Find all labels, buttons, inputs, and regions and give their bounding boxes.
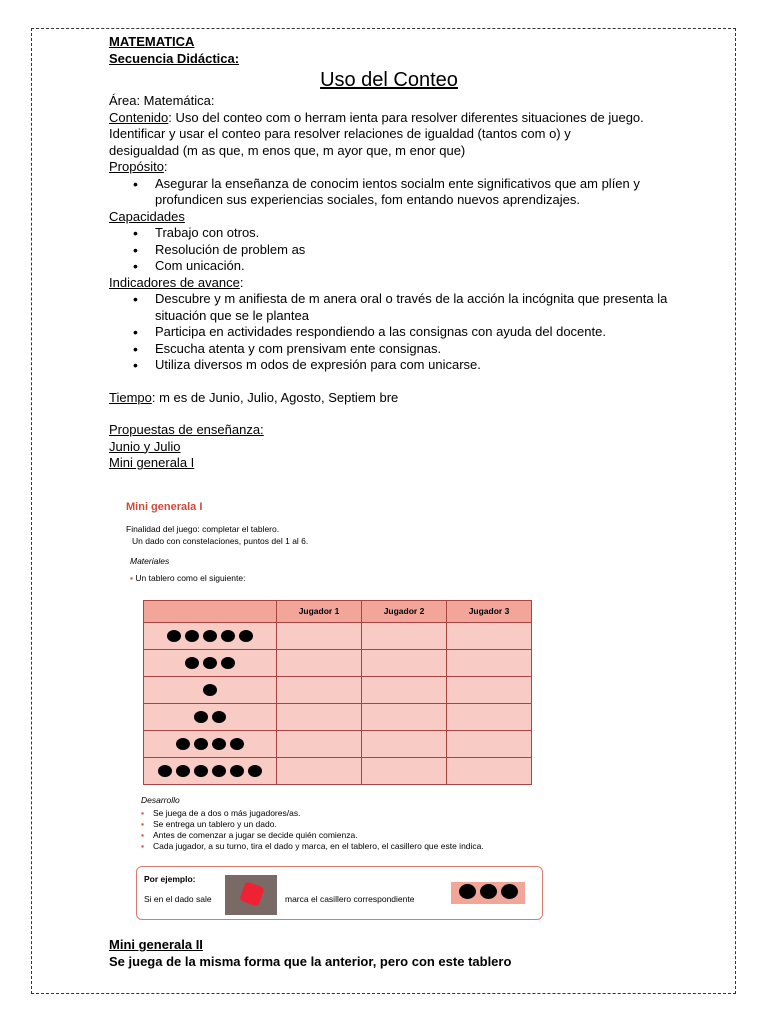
dot-cell — [144, 677, 277, 704]
finalidad-text: Finalidad del juego: completar el tablero. — [126, 524, 280, 534]
subject-heading: MATEMATICA — [109, 34, 195, 49]
dot — [194, 765, 208, 777]
dot-cell — [144, 650, 277, 677]
contenido-line — [109, 110, 709, 127]
board-cell[interactable] — [447, 623, 532, 650]
list-item: • Resolución de problem as — [155, 242, 709, 259]
list-item: • Com unicación. — [155, 258, 709, 275]
dot — [459, 884, 476, 899]
tiempo-label: Tiempo — [109, 389, 152, 405]
dot — [212, 711, 226, 723]
dot — [230, 765, 244, 777]
tiempo-line — [109, 390, 709, 407]
dot — [230, 738, 244, 750]
board-cell[interactable] — [277, 677, 362, 704]
board-cell[interactable] — [362, 758, 447, 785]
indicadores-list — [109, 291, 709, 374]
game2-heading: Mini generala II — [109, 937, 203, 952]
board-cell[interactable] — [277, 731, 362, 758]
dot — [212, 765, 226, 777]
board-cell[interactable] — [447, 704, 532, 731]
area-line: Área: Matemática: — [109, 93, 215, 108]
board-cell[interactable] — [447, 650, 532, 677]
list-item: • Trabajo con otros. — [155, 225, 709, 242]
dot-cell — [144, 704, 277, 731]
board-cell[interactable] — [362, 731, 447, 758]
board-header-player: Jugador 3 — [447, 601, 532, 623]
board-cell[interactable] — [277, 623, 362, 650]
dot-cell — [144, 623, 277, 650]
board-row — [144, 758, 532, 785]
tiempo-text: : m es de Junio, Julio, Agosto, Septiem bre — [151, 389, 399, 405]
capacidades-list — [109, 225, 709, 275]
list-item: • Participa en actividades respondiendo a las consignas con ayuda del docente. — [155, 324, 709, 341]
dot — [203, 684, 217, 696]
indicadores-label: Indicadores de avance — [109, 274, 240, 290]
example-text2: marca el casillero correspondiente — [285, 894, 415, 904]
dot — [176, 765, 190, 777]
capacidades-heading: Capacidades — [109, 208, 185, 224]
proposito-list — [109, 176, 709, 209]
dot — [194, 711, 208, 723]
list-item: ▪ Antes de comenzar a jugar se decide quién comienza. — [141, 830, 523, 841]
board-cell[interactable] — [277, 758, 362, 785]
contenido-text: : Uso del conteo com o herram ienta para resolver diferentes situaciones de juego. — [168, 109, 644, 125]
dot — [221, 657, 235, 669]
list-item: • Asegurar la enseñanza de conocim ientos socialm ente significativos que am plíen y profundicen sus experiencias sociales, fom entando nuevos aprendizajes. — [155, 176, 709, 209]
sequence-heading: Secuencia Didáctica: — [109, 50, 240, 66]
page-title: Uso del Conteo — [320, 69, 458, 91]
list-item: • Utiliza diversos m odos de expresión para com unicarse. — [155, 357, 709, 374]
document-body — [109, 34, 709, 472]
proposito-label: Propósito — [109, 159, 164, 174]
dot — [480, 884, 497, 899]
dot — [248, 765, 262, 777]
after-section — [109, 936, 511, 970]
list-item: ▪ Cada jugador, a su turno, tira el dado y marca, en el tablero, el casillero que este indica. — [141, 841, 523, 852]
board-cell[interactable] — [362, 677, 447, 704]
board-cell[interactable] — [362, 623, 447, 650]
period-heading: Junio y Julio — [109, 438, 181, 454]
list-item: ▪ Se entrega un tablero y un dado. — [141, 819, 523, 830]
dot — [167, 630, 181, 642]
board-row — [144, 650, 532, 677]
dot — [176, 738, 190, 750]
dot-cell — [144, 758, 277, 785]
board-header-player: Jugador 2 — [362, 601, 447, 623]
dot — [212, 738, 226, 750]
indicadores-heading: Indicadores de avance: — [109, 274, 244, 290]
contenido-line3: desigualdad (m as que, m enos que, m ayor que, m enor que) — [109, 142, 466, 158]
board-header-empty — [144, 601, 277, 623]
tablero-label: Un tablero como el siguiente: — [135, 573, 246, 583]
dado-text: Un dado con constelaciones, puntos del 1 al 6. — [132, 536, 309, 546]
example-label: Por ejemplo: — [144, 874, 196, 884]
dot — [501, 884, 518, 899]
board-cell[interactable] — [447, 731, 532, 758]
dot — [221, 630, 235, 642]
list-item: ▪ Se juega de a dos o más jugadores/as. — [141, 808, 523, 819]
tablero-text: ▪ Un tablero como el siguiente: — [130, 573, 246, 583]
desarrollo-label: Desarrollo — [141, 795, 180, 805]
desarrollo-list — [141, 808, 523, 852]
dot — [194, 738, 208, 750]
game2-text: Se juega de la misma forma que la anterior, pero con este tablero — [109, 954, 512, 969]
board-cell[interactable] — [447, 677, 532, 704]
dot — [239, 630, 253, 642]
example-box — [136, 866, 543, 920]
board-cell[interactable] — [277, 650, 362, 677]
board-row — [144, 677, 532, 704]
figure-title: Mini generala I — [126, 501, 203, 513]
board-row — [144, 623, 532, 650]
dot — [203, 630, 217, 642]
contenido-line2: Identificar y usar el conteo para resolver relaciones de igualdad (tantos com o) y — [109, 126, 571, 141]
dice-image — [225, 875, 277, 915]
board-row — [144, 704, 532, 731]
dot — [185, 630, 199, 642]
board-cell[interactable] — [362, 650, 447, 677]
game-heading: Mini generala I — [109, 455, 195, 470]
board-cell[interactable] — [277, 704, 362, 731]
board-header-player: Jugador 1 — [277, 601, 362, 623]
example-text1: Si en el dado sale — [144, 894, 212, 904]
score-board — [143, 600, 532, 785]
dot — [203, 657, 217, 669]
list-item: • Descubre y m anifiesta de m anera oral o través de la acción la incógnita que presenta la situación que se le plantea — [155, 291, 709, 324]
dot — [158, 765, 172, 777]
proposito-heading: Propósito: — [109, 159, 168, 174]
list-item: • Escucha atenta y com prensivam ente consignas. — [155, 341, 709, 358]
board-cell[interactable] — [447, 758, 532, 785]
example-dots — [451, 882, 525, 904]
dot-cell — [144, 731, 277, 758]
game-figure — [126, 496, 556, 928]
contenido-label: Contenido — [109, 109, 169, 125]
board-row — [144, 731, 532, 758]
propuestas-heading: Propuestas de enseñanza: — [109, 422, 264, 437]
dot — [185, 657, 199, 669]
board-cell[interactable] — [362, 704, 447, 731]
materiales-label: Materiales — [130, 556, 170, 566]
